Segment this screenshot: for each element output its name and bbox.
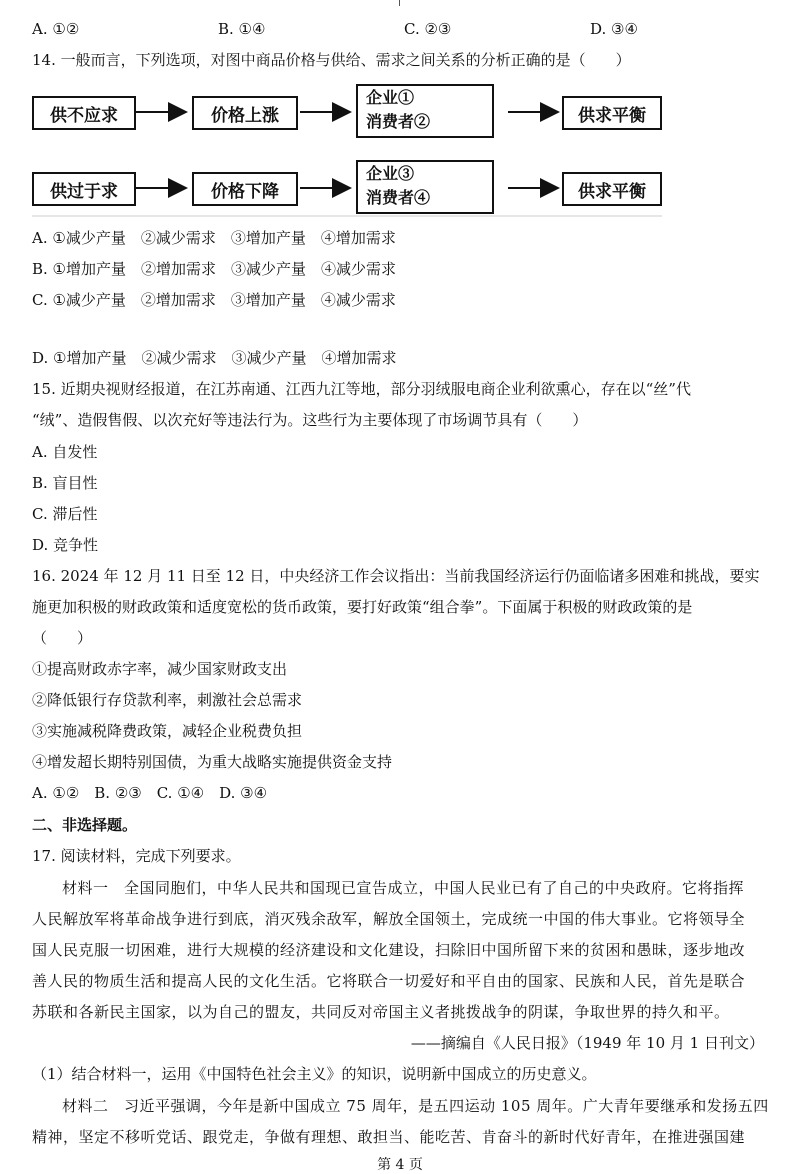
material1-source: ——摘编自《人民日报》（1949 年 10 月 1 日刊文）: [410, 1034, 764, 1052]
q17-sub1: （1）结合材料一，运用《中国特色社会主义》的知识，说明新中国成立的历史意义。: [32, 1065, 597, 1083]
q16-stem-line3: （ ）: [32, 629, 93, 647]
q13-option-c: C. ②③: [404, 20, 452, 38]
consumer-2: 消费者②: [366, 112, 431, 131]
material1-line1: 材料一 全国同胞们，中华人民共和国现已宣告成立，中国人民业已有了自己的中央政府。它将指挥: [62, 879, 745, 897]
section-title: 二、非选择题。: [32, 816, 138, 834]
page-number: 第 4 页: [377, 1157, 423, 1173]
q16-item-2: ②降低银行存贷款利率，刺激社会总需求: [32, 691, 303, 709]
q16-item-1: ①提高财政赤字率，减少国家财政支出: [32, 660, 288, 678]
box-price-fall: 价格下降: [192, 172, 298, 206]
q14-option-c: C. ①减少产量 ②增加需求 ③增加产量 ④减少需求: [32, 291, 396, 309]
q13-option-b: B. ①④: [218, 20, 266, 38]
q15-option-d: D. 竞争性: [32, 536, 99, 554]
q16-item-4: ④增发超长期特别国债，为重大战略实施提供资金支持: [32, 753, 393, 771]
q14-stem: 14. 一般而言，下列选项，对图中商品价格与供给、需求之间关系的分析正确的是（ ）: [32, 51, 631, 69]
material1-line4: 善人民的物质生活和提高人民的文化生活。它将联合一切爱好和平自由的国家、民族和人民，首先是联合: [32, 972, 746, 990]
q14-option-b: B. ①增加产量 ②增加需求 ③减少产量 ④减少需求: [32, 260, 397, 278]
q14-option-d: D. ①增加产量 ②减少需求 ③减少产量 ④增加需求: [32, 349, 397, 367]
firm-3: 企业③: [366, 164, 415, 183]
box-firm-consumer-1: [356, 84, 494, 138]
q13-option-d: D. ③④: [590, 20, 638, 38]
q15-stem-line1: 15. 近期央视财经报道，在江苏南通、江西九江等地，部分羽绒服电商企业利欲熏心，存在以“丝”代: [32, 380, 691, 398]
firm-1: 企业①: [366, 88, 415, 107]
box-price-rise: 价格上涨: [192, 96, 298, 130]
q13-option-a: A. ①②: [32, 20, 80, 38]
q14-option-a: A. ①减少产量 ②减少需求 ③增加产量 ④增加需求: [32, 229, 396, 247]
q16-stem-line2: 施更加积极的财政政策和适度宽松的货币政策，要打好政策“组合拳”。下面属于积极的财政政策的是: [32, 598, 693, 616]
q17-stem: 17. 阅读材料，完成下列要求。: [32, 847, 241, 865]
material1-line3: 国人民克服一切困难，进行大规模的经济建设和文化建设，扫除旧中国所留下来的贫困和愚昧，逐步地改: [32, 941, 746, 959]
q16-options: A. ①② B. ②③ C. ①④ D. ③④: [32, 784, 268, 802]
q15-option-c: C. 滞后性: [32, 505, 98, 523]
material1-line5: 苏联和各新民主国家，以为自己的盟友，共同反对帝国主义者挑拨战争的阴谋，争取世界的持久和平。: [32, 1003, 730, 1021]
material1-line2: 人民解放军将革命战争进行到底，消灭残余敌军，解放全国领土，完成统一中国的伟大事业。它将领导全: [32, 910, 746, 928]
consumer-4: 消费者④: [366, 188, 431, 207]
box-firm-consumer-2: [356, 160, 494, 214]
q15-option-b: B. 盲目性: [32, 474, 98, 492]
q15-stem-line2: “绒”、造假售假、以次充好等违法行为。这些行为主要体现了市场调节具有（ ）: [32, 411, 588, 429]
material2-line1: 材料二 习近平强调，今年是新中国成立 75 周年，是五四运动 105 周年。广大青年要继承和发扬五四: [62, 1097, 769, 1115]
box-balance-2: 供求平衡: [562, 172, 662, 206]
q15-option-a: A. 自发性: [32, 443, 98, 461]
box-shortage: 供不应求: [32, 96, 136, 130]
q16-item-3: ③实施减税降费政策，减轻企业税费负担: [32, 722, 303, 740]
q16-stem-line1: 16. 2024 年 12 月 11 日至 12 日，中央经济工作会议指出：当前我国经济运行仍面临诸多困难和挑战，要实: [32, 567, 760, 585]
box-balance-1: 供求平衡: [562, 96, 662, 130]
material2-line2: 精神，坚定不移听党话、跟党走，争做有理想、敢担当、能吃苦、肯奋斗的新时代好青年，在推进强国建: [32, 1128, 746, 1146]
box-surplus: 供过于求: [32, 172, 136, 206]
